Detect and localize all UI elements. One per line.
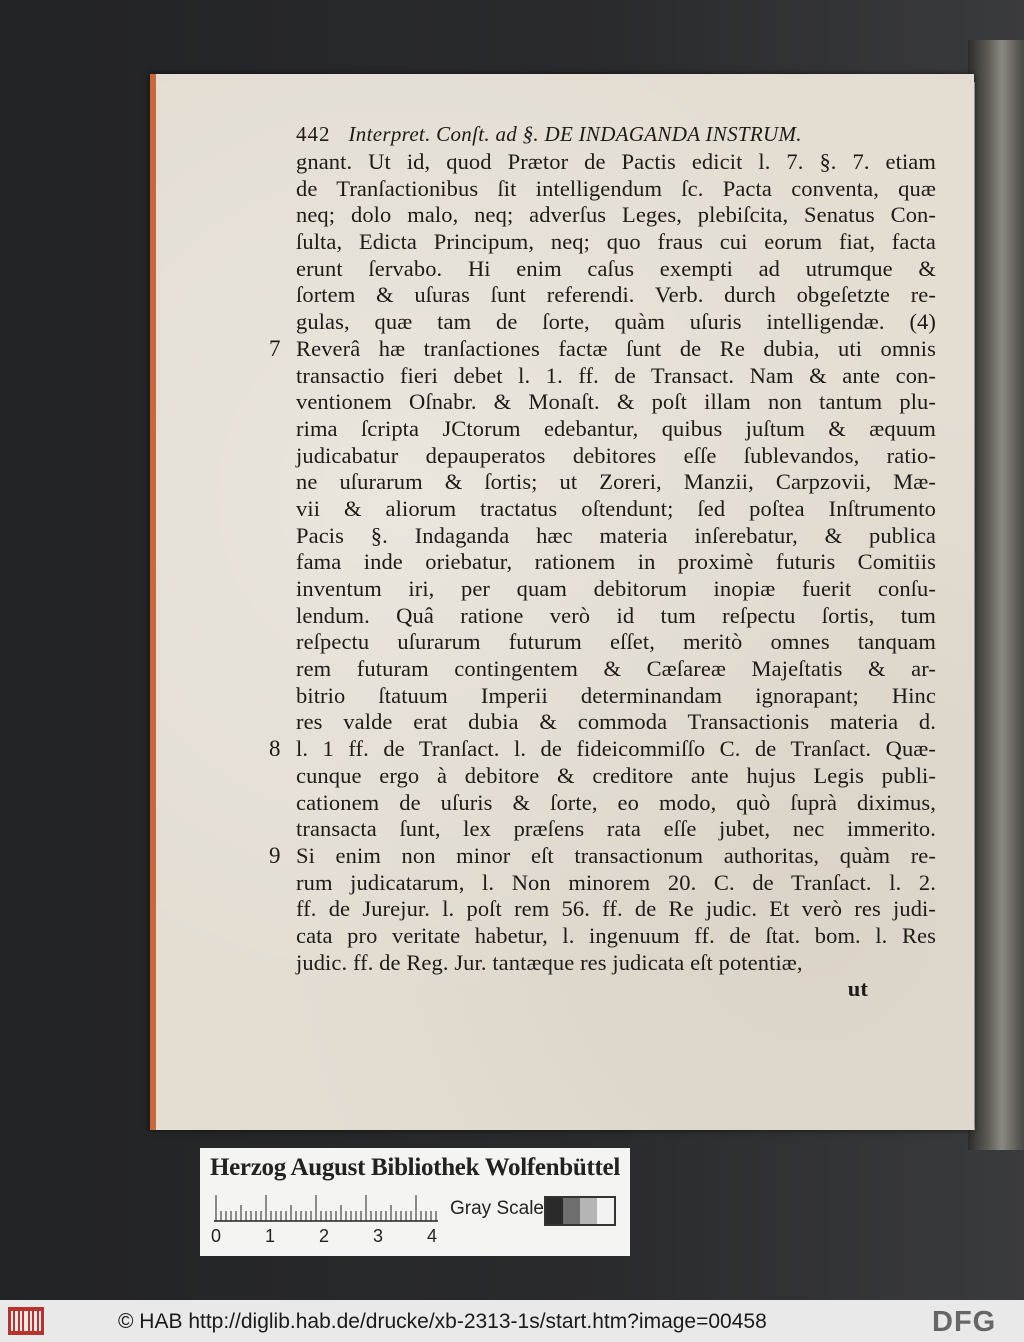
gray-scale-swatches — [544, 1196, 616, 1226]
running-header — [296, 122, 936, 149]
text-line: cata pro veritate habetur, l. ingenuum ff. de ſtat. bom. l. Res — [296, 922, 936, 948]
adjacent-page-edge — [968, 40, 1024, 1150]
text-line: gulas, quæ tam de ſorte, quàm uſuris intelligendæ. (4) — [296, 309, 936, 335]
text-line: ff. de Jurejur. l. poſt rem 56. ff. de Re judic. Et verò res judi- — [296, 896, 936, 922]
text-line: neq; dolo malo, neq; adverſus Leges, plebiſcita, Senatus Con- — [296, 202, 936, 228]
running-title: Interpret. Conſt. ad §. DE INDAGANDA INSTRUM. — [348, 122, 802, 146]
footer-bar — [0, 1300, 1024, 1342]
gray-scale-label: Gray Scale — [450, 1198, 544, 1219]
ruler-label: 0 — [211, 1226, 222, 1246]
text-line: de Tranſactionibus ſit intelligendum ſc. Pacta conventa, quæ — [296, 175, 936, 201]
dfg-logo: DFG — [932, 1306, 997, 1338]
ruler-label: 2 — [319, 1226, 330, 1246]
text-line: fama inde oriebatur, rationem in proximè futuris Comitiis — [296, 549, 936, 575]
margin-number: 8 — [269, 736, 281, 762]
text-line: gnant. Ut id, quod Prætor de Pactis edicit l. 7. §. 7. etiam — [296, 149, 936, 174]
catchword: ut — [847, 976, 868, 1002]
text-line: judic. ff. de Reg. Jur. tantæque res judicata eſt potentiæ, — [296, 949, 803, 975]
text-line: cunque ergo à debitore & creditore ante hujus Legis publi- — [296, 762, 936, 788]
text-line: lendum. Quâ ratione verò id tum reſpectu ſortis, tum — [296, 602, 936, 628]
ruler-label: 4 — [427, 1226, 438, 1246]
text-line: l. 1 ff. de Tranſact. l. de fideicommiſſo C. de Tranſact. Quæ- — [296, 736, 936, 762]
card-title: Herzog August Bibliothek Wolfenbüttel — [209, 1154, 620, 1181]
text-line: erunt ſervabo. Hi enim caſus exempti ad utrumque & — [296, 255, 936, 281]
ruler-label: 3 — [373, 1226, 384, 1246]
color-scale-card — [200, 1148, 630, 1256]
gray-swatch — [563, 1198, 580, 1224]
text-line: cationem de uſuris & ſorte, eo modo, quò ſuprà diximus, — [296, 789, 936, 815]
text-line: transactio fieri debet l. 1. ff. de Transact. Nam & ante con- — [296, 362, 936, 388]
text-line: vii & aliorum tractatus oſtendunt; ſed poſtea Inſtrumento — [296, 495, 936, 521]
text-line: transacta ſunt, lex præſens rata eſſe jubet, nec immerito. — [296, 816, 936, 842]
text-line: reſpectu uſurarum futurum eſſet, meritò omnes tanquam — [296, 629, 936, 655]
body-lines — [296, 149, 936, 976]
text-line: rem futuram contingentem & Cæſareæ Majeſtatis & ar- — [296, 656, 936, 682]
text-line: ne uſurarum & ſortis; ut Zoreri, Manzii, Carpzovii, Mæ- — [296, 469, 936, 495]
book-page — [150, 74, 974, 1130]
gray-swatch — [580, 1198, 597, 1224]
ruler-icon — [214, 1194, 438, 1222]
text-line: ſortem & uſuras ſunt referendi. Verb. durch obgeſetzte re- — [296, 282, 936, 308]
text-line: inventum iri, per quam debitorum inopiæ fuerit conſu- — [296, 576, 936, 601]
text-line: Pacis §. Indaganda hæc materia inſerebatur, & publica — [296, 522, 936, 548]
text-line: res valde erat dubia & commoda Transactionis materia d. — [296, 709, 936, 735]
text-line: judicabatur depauperatos debitores eſſe ſublevandos, ratio- — [296, 442, 936, 468]
page-number: 442 — [296, 122, 331, 146]
text-line: Reverâ hæ tranſactiones factæ ſunt de Re dubia, uti omnis — [296, 335, 936, 361]
gray-swatch — [597, 1198, 614, 1224]
text-line: ſulta, Edicta Principum, neq; quo fraus cui eorum fiat, facta — [296, 229, 936, 255]
ruler-label: 1 — [265, 1226, 276, 1246]
text-line: ventionem Oſnabr. & Monaſt. & poſt illam non tantum plu- — [296, 389, 936, 415]
gray-swatch — [546, 1198, 563, 1224]
hab-barcode-logo-icon — [8, 1307, 44, 1335]
footer-citation: © HAB http://diglib.hab.de/drucke/xb-2313-1s/start.htm?image=00458 — [118, 1310, 767, 1333]
margin-number: 9 — [269, 843, 281, 869]
text-line: bitrio ſtatuum Imperii determinandam ignorapant; Hinc — [296, 682, 936, 708]
ruler-labels — [208, 1226, 448, 1250]
text-line: Si enim non minor eſt transactionum authoritas, quàm re- — [296, 842, 936, 868]
text-line: rima ſcripta JCtorum edebantur, quibus juſtum & æquum — [296, 415, 936, 441]
margin-number: 7 — [269, 335, 281, 361]
page-text-block — [269, 122, 936, 1002]
text-line: rum judicatarum, l. Non minorem 20. C. de Tranſact. l. 2. — [296, 869, 936, 895]
